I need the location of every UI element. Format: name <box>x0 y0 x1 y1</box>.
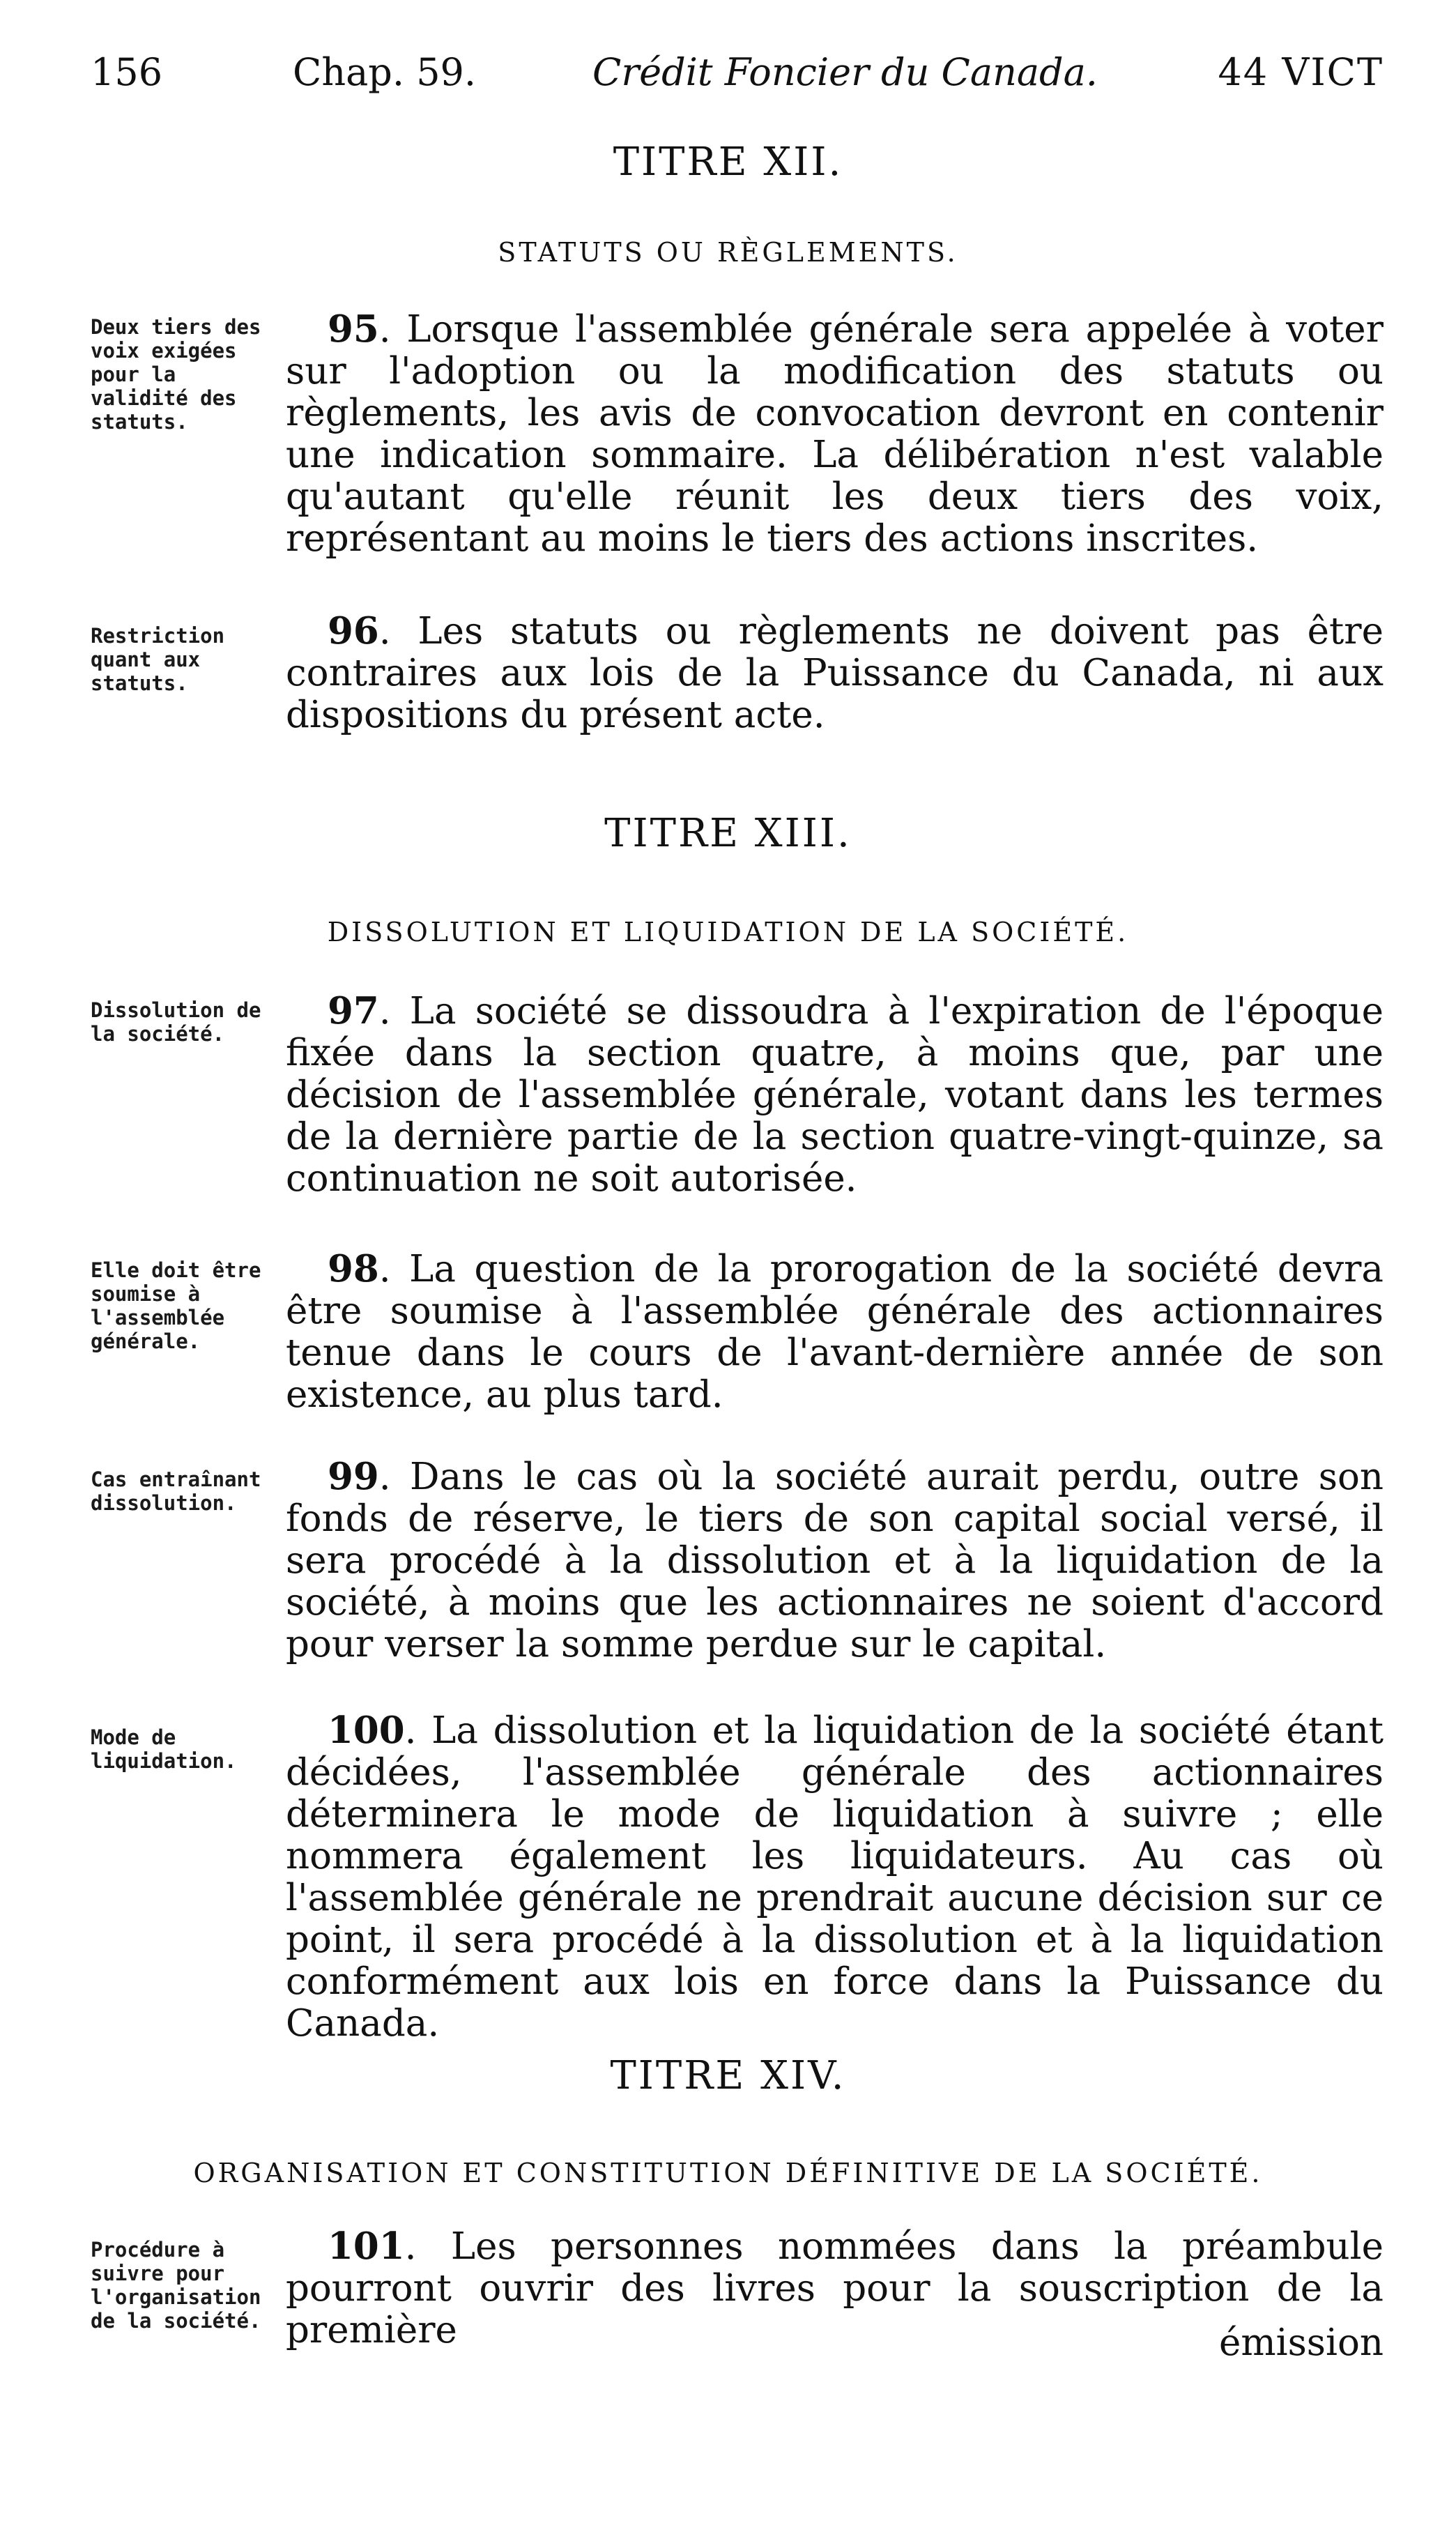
section-number: 96 <box>328 609 379 653</box>
margin-note: Deux tiers des voix exigées pour la validité des statuts. <box>91 315 261 434</box>
catchword: émission <box>1219 2321 1384 2364</box>
titre-subtitle: ORGANISATION ET CONSTITUTION DÉFINITIVE DE LA SOCIÉTÉ. <box>193 2158 1263 2188</box>
page-number: 156 <box>91 50 163 94</box>
titre-heading: TITRE XII. <box>613 139 843 185</box>
section-number: 95 <box>328 307 379 351</box>
chapter-label: Chap. 59. <box>293 50 477 94</box>
section-100: 100. La dissolution et la liquidation de la société étant décidées, l'assemblée générale des actionnaires déterminera le mode de liquidation à suivre ; elle nommera également les liquidateurs. Au cas où l'assemblée générale ne prendrait aucune décision sur ce point, il sera procédé à la dissolution et à la liquidation conformément aux lois en force dans la Puissance du Canada. <box>286 1709 1384 2045</box>
section-number: 100 <box>328 1709 405 1752</box>
section-number: 99 <box>328 1455 379 1498</box>
margin-note: Elle doit être soumise à l'assemblée générale. <box>91 1258 261 1353</box>
section-101: 101. Les personnes nommées dans la préambule pourront ouvrir des livres pour la souscription de la première <box>286 2225 1384 2351</box>
section-text: La dissolution et la liquidation de la société étant décidées, l'assemblée générale des actionnaires déterminera le mode de liquidation à suivre ; elle nommera également les liquidateurs. Au cas où l'assemblée générale ne prendrait aucune décision sur ce point, il sera procédé à la dissolution et à la liquidation conformément aux lois en force dans la Puissance du Canada. <box>286 1709 1384 2045</box>
titre-heading: TITRE XIII. <box>604 811 852 856</box>
section-number: 97 <box>328 989 379 1032</box>
margin-note: Mode de liquidation. <box>91 1725 237 1773</box>
section-text: Dans le cas où la société aurait perdu, outre son fonds de réserve, le tiers de son capital social versé, il sera procédé à la dissolution et à la liquidation de la société, à moins que les actionnaires ne soient d'accord pour verser la somme perdue sur le capital. <box>286 1456 1384 1665</box>
regnal-year: 44 VICT <box>1218 50 1384 94</box>
margin-note: Procédure à suivre pour l'organisation de la société. <box>91 2238 261 2333</box>
margin-note: Cas entraînant dissolution. <box>91 1467 261 1515</box>
section-98: 98. La question de la prorogation de la société devra être soumise à l'assemblée générale des actionnaires tenue dans le cours de l'avant-dernière année de son existence, au plus tard. <box>286 1247 1384 1416</box>
section-text: La question de la prorogation de la société devra être soumise à l'assemblée générale des actionnaires tenue dans le cours de l'avant-dernière année de son existence, au plus tard. <box>286 1248 1384 1416</box>
section-text: La société se dissoudra à l'expiration de l'époque fixée dans la section quatre, à moins que, par une décision de l'assemblée générale, votant dans les termes de la dernière partie de la section quatre-vingt-quinze, sa continuation ne soit autorisée. <box>286 990 1384 1200</box>
titre-heading: TITRE XIV. <box>610 2053 846 2098</box>
section-text: Les statuts ou règlements ne doivent pas être contraires aux lois de la Puissance du Canada, ni aux dispositions du présent acte. <box>286 610 1384 736</box>
section-97: 97. La société se dissoudra à l'expiration de l'époque fixée dans la section quatre, à moins que, par une décision de l'assemblée générale, votant dans les termes de la dernière partie de la section quatre-vingt-quinze, sa continuation ne soit autorisée. <box>286 989 1384 1200</box>
section-text: Les personnes nommées dans la préambule pourront ouvrir des livres pour la souscription de la première <box>286 2225 1384 2351</box>
margin-note: Restriction quant aux statuts. <box>91 624 225 695</box>
running-header <box>91 50 1384 106</box>
section-number: 98 <box>328 1247 379 1290</box>
section-95: 95. Lorsque l'assemblée générale sera appelée à voter sur l'adoption ou la modification des statuts ou règlements, les avis de convocation devront en contenir une indication sommaire. La délibération n'est valable qu'autant qu'elle réunit les deux tiers des voix, représentant au moins le tiers des actions inscrites. <box>286 307 1384 560</box>
running-title: Crédit Foncier du Canada. <box>592 50 1098 94</box>
section-text: Lorsque l'assemblée générale sera appelée à voter sur l'adoption ou la modification des statuts ou règlements, les avis de convocation devront en contenir une indication sommaire. La délibération n'est valable qu'autant qu'elle réunit les deux tiers des voix, représentant au moins le tiers des actions inscrites. <box>286 308 1384 560</box>
section-number: 101 <box>328 2225 405 2268</box>
titre-subtitle: DISSOLUTION ET LIQUIDATION DE LA SOCIÉTÉ. <box>327 917 1129 947</box>
titre-subtitle: STATUTS OU RÈGLEMENTS. <box>498 237 958 268</box>
margin-note: Dissolution de la société. <box>91 998 261 1046</box>
section-96: 96. Les statuts ou règlements ne doivent pas être contraires aux lois de la Puissance du Canada, ni aux dispositions du présent acte. <box>286 609 1384 736</box>
section-99: 99. Dans le cas où la société aurait perdu, outre son fonds de réserve, le tiers de son capital social versé, il sera procédé à la dissolution et à la liquidation de la société, à moins que les actionnaires ne soient d'accord pour verser la somme perdue sur le capital. <box>286 1455 1384 1665</box>
